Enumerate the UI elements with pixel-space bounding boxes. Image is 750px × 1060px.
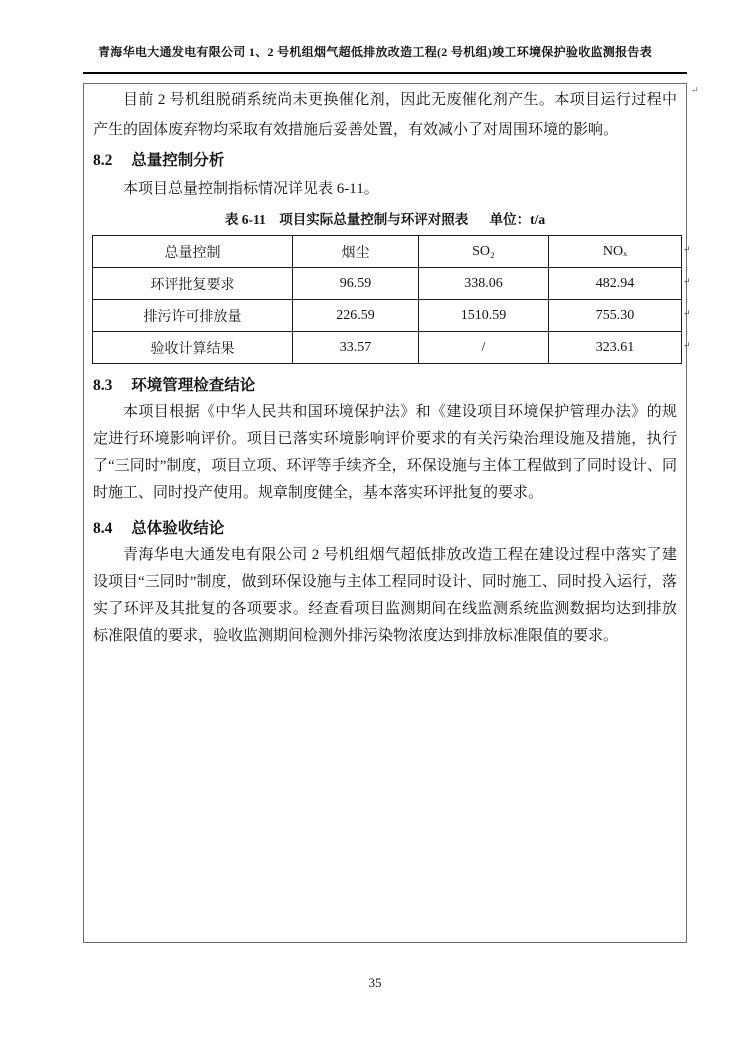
table-cell: 环评批复要求 [93, 268, 293, 300]
row-end-return-mark-icon: ↵ [683, 340, 691, 350]
table-cell: 1510.59 [419, 300, 549, 332]
emission-totals-table [92, 235, 682, 364]
header-rule-divider [83, 72, 687, 74]
section-title: 总量控制分析 [131, 152, 225, 169]
table-header-row [93, 236, 682, 268]
table-caption [93, 207, 677, 233]
row-end-return-mark-icon: ↵ [683, 276, 691, 286]
table-cell: 482.94 [549, 268, 682, 300]
section-8-4-heading [93, 516, 677, 542]
line-return-mark-icon: ↵ [691, 85, 699, 95]
table-header-cell: 总量控制 [93, 236, 293, 268]
table-header-cell: SO₂ [419, 236, 549, 268]
row-end-return-mark-icon: ↵ [683, 244, 691, 254]
table-caption-title: 表 6-11 项目实际总量控制与环评对照表 [224, 212, 469, 227]
page-number: 35 [368, 975, 382, 990]
table-header-cell: NOₓ [549, 236, 682, 268]
section-number: 8.4 [93, 520, 113, 537]
content-frame [83, 83, 691, 943]
section-8-3-heading [93, 373, 677, 399]
row-end-return-mark-icon: ↵ [683, 308, 691, 318]
table-cell: 排污许可排放量 [93, 300, 293, 332]
section-title: 环境管理检查结论 [131, 377, 256, 394]
section-title: 总体验收结论 [131, 520, 225, 537]
table-cell: 33.57 [293, 332, 419, 364]
table-row [93, 300, 682, 332]
table-reference-line: 本项目总量控制指标情况详见表 6-11。 [123, 181, 379, 197]
table-cell: 验收计算结果 [93, 332, 293, 364]
intro-paragraph: 目前 2 号机组脱硝系统尚未更换催化剂，因此无废催化剂产生。本项目运行过程中产生的固体废弃物均采取有效措施后妥善处置，有效减小了对周围环境的影响。 [93, 92, 677, 138]
table-row [93, 332, 682, 364]
section-8-2-heading [93, 148, 677, 174]
section-8-4-paragraph: 青海华电大通发电有限公司 2 号机组烟气超低排放改造工程在建设过程中落实了建设项目“三同时”制度，做到环保设施与主体工程同时设计、同时施工、同时投入运行，落实了环评及其批复的各项要求。经查看项目监测期间在线监测系统监测数据均达到排放标准限值的要求，验收监测期间检测外排污染物浓度达到排放标准限值的要求。 [93, 547, 677, 644]
table-cell: 226.59 [293, 300, 419, 332]
table-row [93, 268, 682, 300]
table-cell: 323.61 [549, 332, 682, 364]
table-caption-unit: 单位：t/a [489, 212, 546, 227]
table-cell: 338.06 [419, 268, 549, 300]
section-number: 8.3 [93, 377, 113, 394]
section-8-3-paragraph: 本项目根据《中华人民共和国环境保护法》和《建设项目环境保护管理办法》的规定进行环境影响评价。项目已落实环境影响评价要求的有关污染治理设施及措施，执行了“三同时”制度，项目立项、环评等手续齐全，环保设施与主体工程做到了同时设计、同时施工、同时投产使用。规章制度健全，基本落实环评批复的要求。 [93, 404, 677, 501]
section-number: 8.2 [93, 152, 113, 169]
document-header-title: 青海华电大通发电有限公司 1、2 号机组烟气超低排放改造工程(2 号机组)竣工环境保护验收监测报告表 [98, 45, 652, 59]
table-cell: 96.59 [293, 268, 419, 300]
table-header-cell: 烟尘 [293, 236, 419, 268]
table-wrapper [92, 235, 691, 364]
table-cell: 755.30 [549, 300, 682, 332]
table-cell: / [419, 332, 549, 364]
